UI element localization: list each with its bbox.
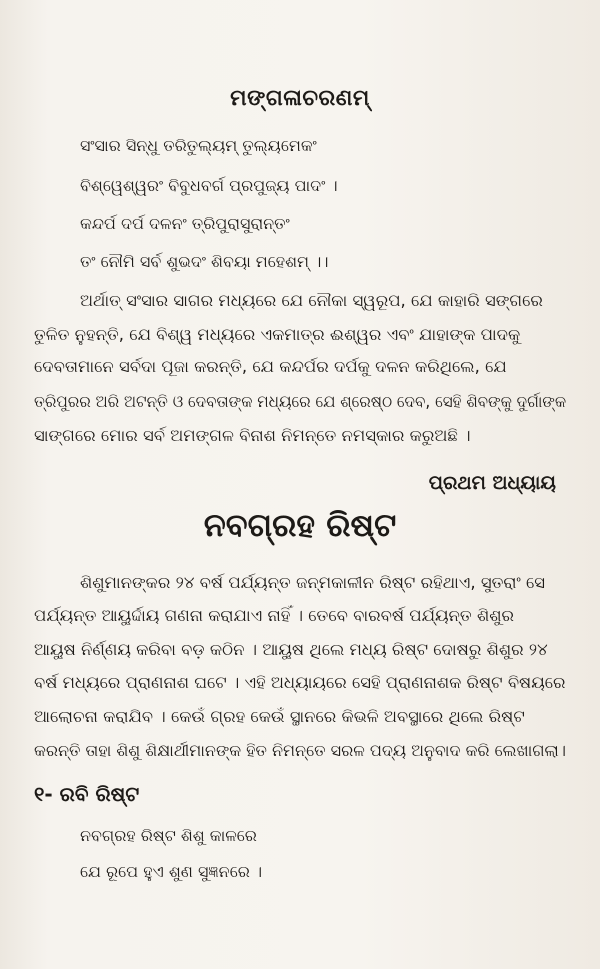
verse-line: ତଂ ନୌମି ସର୍ବ ଶୁଭଦଂ ଶିବୟା ମହେଶମ୍ ।। — [80, 252, 329, 271]
chapter-label: ପ୍ରଥମ ଅଧ୍ୟାୟ — [428, 472, 556, 494]
verse-line: ସଂସାର ସିନ୍ଧୁ ତରିତୁଲ୍ୟମ୍ ତୁଲ୍ୟମେକଂ — [80, 136, 317, 155]
paragraph-line: ବର୍ଷ ମଧ୍ୟରେ ପ୍ରାଣନାଶ ଘଟେ । ଏହି ଅଧ୍ୟାୟରେ ସେହି ପ୍ରାଣନାଶକ ରିଷ୍ଟ ବିଷୟରେ — [34, 673, 566, 692]
section-heading: ୧- ରବି ରିଷ୍ଟ — [34, 782, 140, 806]
chapter-title: ନବଗ୍ରହ ରିଷ୍ଟ — [203, 506, 397, 544]
paragraph-line: ତୁଳିତ ନୁହନ୍ତି, ଯେ ବିଶ୍ୱ ମଧ୍ୟରେ ଏକମାତ୍ର ଈଶ୍ୱର ଏବଂ ଯାହାଙ୍କ ପାଦକୁ — [34, 325, 521, 344]
paragraph-line: ଅର୍ଥାତ୍ ସଂସାର ସାଗର ମଧ୍ୟରେ ଯେ ନୌକା ସ୍ୱରୂପ, ଯେ କାହାରି ସଙ୍ଗରେ — [80, 291, 543, 310]
verse-line: ବିଶ୍ୱେଶ୍ୱରଂ ବିବୁଧବର୍ଗ ପ୍ରପୁଜ୍ୟ ପାଦଂ । — [80, 176, 338, 195]
paragraph-line: ଶିଶୁମାନଙ୍କର ୨୪ ବର୍ଷ ପର୍ଯ୍ୟନ୍ତ ଜନ୍ମକାଳୀନ ରିଷ୍ଟ ରହିଥାଏ, ସୁତରାଂ ସେ — [80, 573, 546, 592]
verse-line: କନ୍ଦର୍ପ ଦର୍ପ ଦଳନଂ ତ୍ରିପୁରାସୁରାନ୍ତଂ — [80, 214, 290, 233]
invocation-heading: ମଙ୍ଗଳାଚରଣମ୍ — [230, 86, 370, 111]
paragraph-line: ଦେବତାମାନେ ସର୍ବଦା ପୂଜା କରନ୍ତି, ଯେ କନ୍ଦର୍ପର ଦର୍ପକୁ ଦଳନ କରିଥିଲେ, ଯେ — [34, 357, 507, 376]
poem-line: ନବଗ୍ରହ ରିଷ୍ଟ ଶିଶୁ କାଳରେ — [80, 826, 257, 845]
paragraph-line: ତ୍ରିପୁରର ଅରି ଅଟନ୍ତି ଓ ଦେବତାଙ୍କ ମଧ୍ୟରେ ଯେ ଶ୍ରେଷ୍ଠ ଦେବ, ସେହି ଶିବଙ୍କୁ ଦୁର୍ଗାଙ୍କ — [34, 392, 567, 411]
paragraph-line: ପର୍ଯ୍ୟନ୍ତ ଆୟୁର୍ଦ୍ଦାୟ ଗଣନା କରାଯାଏ ନାହିଁ । ତେବେ ବାରବର୍ଷ ପର୍ଯ୍ୟନ୍ତ ଶିଶୁର — [34, 606, 514, 625]
poem-line: ଯେ ରୂପେ ହୁଏ ଶୁଣ ସୁଜ୍ଞନରେ । — [80, 862, 263, 881]
paragraph-line: ଆଲୋଚନା କରାଯିବ । କେଉଁ ଗ୍ରହ କେଉଁ ସ୍ଥାନରେ କିଭଳି ଅବସ୍ଥାରେ ଥିଲେ ରିଷ୍ଟ — [34, 707, 525, 726]
paragraph-line: ସାଙ୍ଗରେ ମୋର ସର୍ବ ଅମଙ୍ଗଳ ବିନାଶ ନିମନ୍ତେ ନମସ୍କାର କରୁଅଛି । — [34, 426, 471, 445]
paragraph-line: ଆୟୁଷ ନିର୍ଣ୍ଣୟ କରିବା ବଡ଼ କଠିନ । ଆୟୁଷ ଥିଲେ ମଧ୍ୟ ରିଷ୍ଟ ଦୋଷରୁ ଶିଶୁର ୨୪ — [34, 640, 548, 659]
paragraph-line: କରନ୍ତି ତାହା ଶିଶୁ ଶିକ୍ଷାର୍ଥୀମାନଙ୍କ ହିତ ନିମନ୍ତେ ସରଳ ପଦ୍ୟ ଅନୁବାଦ କରି ଲେଖାଗଲା। — [34, 741, 567, 760]
